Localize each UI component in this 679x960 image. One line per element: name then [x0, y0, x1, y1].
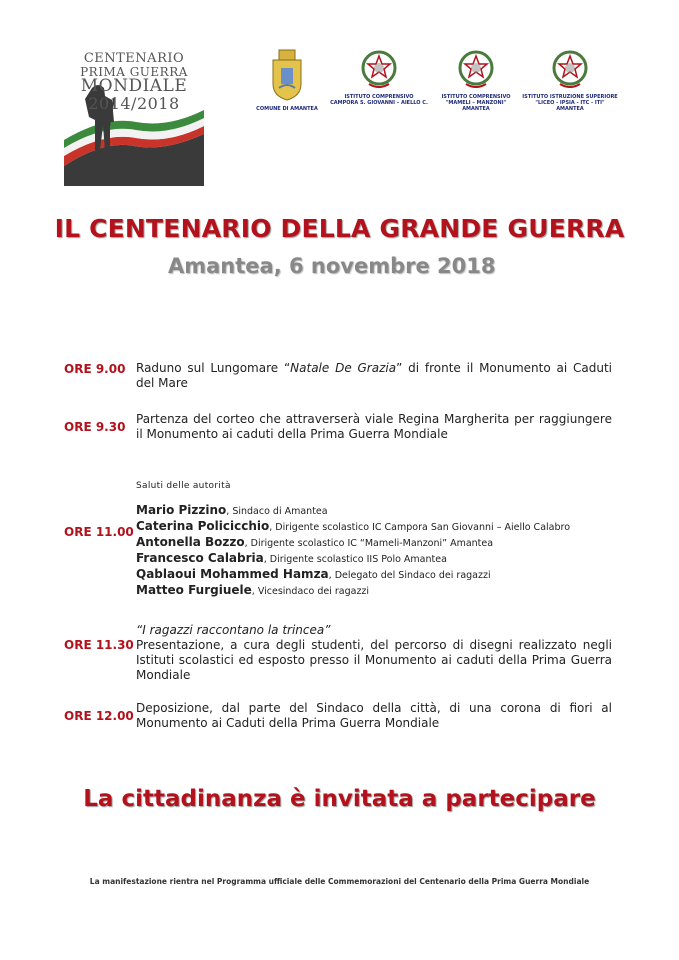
invitation-text: La cittadinanza è invitata a partecipare	[83, 786, 596, 812]
authority-item	[136, 519, 612, 535]
authority-role: , Dirigente scolastico IC “Mameli-Manzoni” Amantea	[244, 538, 494, 549]
logo-line-2: PRIMA GUERRA	[80, 65, 188, 79]
authority-role: , Vicesindaco dei ragazzi	[251, 586, 370, 597]
italian-emblem-icon	[458, 48, 494, 90]
authority-item	[136, 583, 612, 599]
time-1100: ORE 11.00	[64, 525, 134, 539]
centenary-logo	[64, 48, 204, 186]
time-1200: ORE 12.00	[64, 709, 134, 723]
authority-item	[136, 503, 612, 519]
town-crest-icon	[269, 48, 305, 102]
event-description-0930: Partenza del corteo che attraverserà viale Regina Margherita per raggiungere il Monumento ai caduti della Prima Guerra Mondiale	[136, 412, 612, 441]
italian-emblem-icon	[361, 48, 397, 90]
event-0900-italic: Natale De Grazia	[290, 361, 397, 375]
emblem-ic-mameli-line-3: AMANTEA	[462, 106, 490, 112]
authority-role: , Delegato del Sindaco dei ragazzi	[328, 570, 491, 581]
event-1130-quote: “I ragazzi raccontano la trincea”	[136, 623, 331, 637]
emblem-iis-line-2: "LICEO - IPSIA - ITC - ITI"	[535, 100, 605, 106]
authority-name: Matteo Furgiuele	[136, 583, 252, 597]
event-1130-text: Presentazione, a cura degli studenti, del percorso di disegni realizzato negli Istituti scolastici ed esposto presso il Monumento ai caduti della Prima Guerra Mondiale	[136, 638, 612, 682]
logo-line-1: CENTENARIO	[83, 51, 185, 66]
authority-item	[136, 535, 612, 551]
authority-item	[136, 567, 612, 583]
authority-role: , Dirigente scolastico IIS Polo Amantea	[263, 554, 447, 565]
emblem-comune-line-1: COMUNE DI AMANTEA	[256, 106, 318, 112]
logo-line-4: 2014/2018	[88, 94, 180, 113]
emblem-ic-mameli	[432, 48, 520, 112]
authority-name: Mario Pizzino	[136, 503, 227, 517]
emblem-iis	[520, 48, 620, 112]
authority-name: Caterina Policicchio	[136, 519, 270, 533]
greetings-heading: Saluti delle autorità	[136, 481, 231, 491]
time-1130: ORE 11.30	[64, 638, 134, 652]
authority-name: Qablaoui Mohammed Hamza	[136, 567, 329, 581]
page-title: IL CENTENARIO DELLA GRANDE GUERRA	[54, 214, 625, 243]
emblem-ic-mameli-line-1: ISTITUTO COMPRENSIVO	[441, 94, 511, 100]
event-0900-pre: Raduno sul Lungomare “	[136, 361, 291, 375]
authority-name: Antonella Bozzo	[136, 535, 245, 549]
emblem-ic-campora	[330, 48, 428, 106]
emblem-ic-mameli-line-2: "MAMELI – MANZONI"	[445, 100, 507, 106]
authority-role: , Sindaco di Amantea	[226, 506, 328, 517]
logo-line-3: MONDIALE	[80, 76, 188, 96]
authorities-list	[136, 503, 612, 599]
emblem-ic-campora-line-2: CAMPORA S. GIOVANNI – AIELLO C.	[330, 100, 428, 106]
emblem-iis-line-3: AMANTEA	[556, 106, 584, 112]
event-description-0900	[136, 361, 612, 391]
event-description-1130	[136, 623, 612, 683]
time-0930: ORE 9.30	[64, 420, 126, 434]
authority-role: , Dirigente scolastico IC Campora San Giovanni – Aiello Calabro	[269, 522, 571, 533]
event-description-1200: Deposizione, dal parte del Sindaco della città, di una corona di fiori al Monumento ai Caduti della Prima Guerra Mondiale	[136, 701, 612, 730]
time-0900: ORE 9.00	[64, 362, 126, 376]
authority-name: Francesco Calabria	[136, 551, 264, 565]
event-0900-post: ” di fronte il Monumento ai Caduti del Mare	[136, 361, 612, 390]
footer-note: La manifestazione rientra nel Programma ufficiale delle Commemorazioni del Centenario della Prima Guerra Mondiale	[89, 877, 590, 886]
italian-emblem-icon	[552, 48, 588, 90]
emblem-iis-line-1: ISTITUTO ISTRUZIONE SUPERIORE	[522, 94, 618, 100]
authority-item	[136, 551, 612, 567]
emblem-ic-campora-line-1: ISTITUTO COMPRENSIVO	[344, 94, 414, 100]
event-date-subtitle: Amantea, 6 novembre 2018	[168, 254, 496, 278]
emblem-comune	[248, 48, 326, 112]
